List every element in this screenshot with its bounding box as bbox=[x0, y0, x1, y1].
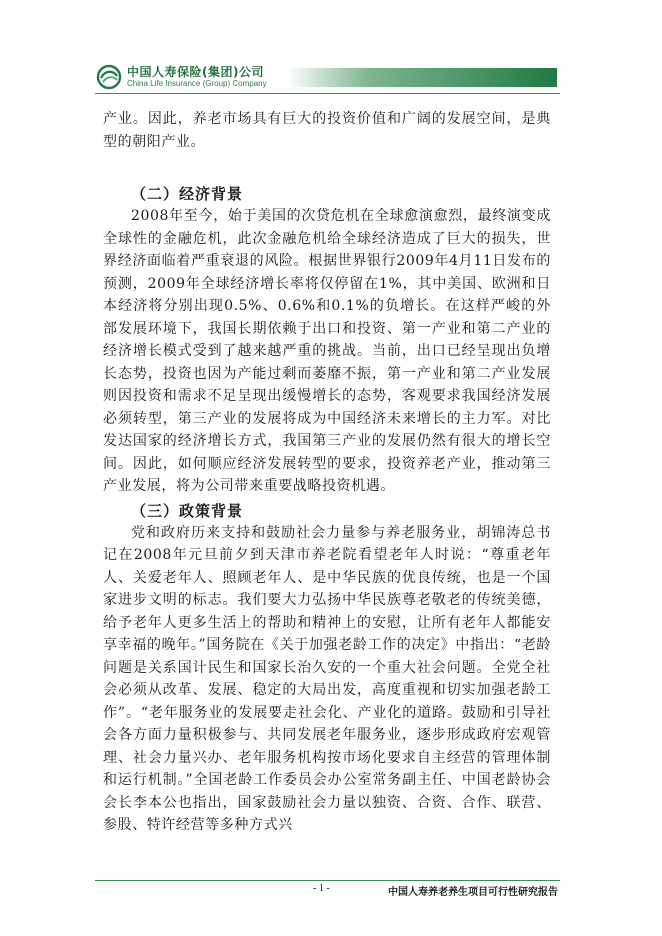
section-heading-economic: （二）经济背景 bbox=[131, 185, 244, 203]
company-logo-text bbox=[127, 65, 307, 89]
document-body bbox=[103, 108, 551, 837]
header-divider bbox=[95, 93, 560, 94]
economic-paragraph: 2008年至今，始于美国的次贷危机在全球愈演愈烈，最终演变成全球性的金融危机，此次金融危机给全球经济造成了巨大的损失，世界经济面临着严重衰退的风险。根据世界银行2009年4月11日发布的预测，2009年全球经济增长率将仅停留在1%，其中美国、欧洲和日本经济将分别出现0.5%、0.6%和0.1%的负增长。在这样严峻的外部发展环境下，我国长期依赖于出口和投资、第一产业和第二产业的经济增长模式受到了越来越严重的挑战。当前，出口已经呈现出负增长态势，投资也因为产能过剩而萎靡不振，第一产业和第二产业发展则因投资和需求不足呈现出缓慢增长的态势，客观要求我国经济发展必须转型，第三产业的发展将成为中国经济未来增长的主力军。对比发达国家的经济增长方式，我国第三产业的发展仍然有很大的增长空间。因此，如何顺应经济发展转型的要求，投资养老产业，推动第三产业发展，将为公司带来重要战略投资机遇。 bbox=[103, 208, 551, 494]
intro-paragraph: 产业。因此，养老市场具有巨大的投资价值和广阔的发展空间，是典型的朝阳产业。 bbox=[103, 111, 551, 150]
page-footer bbox=[95, 883, 560, 899]
policy-paragraph: 党和政府历来支持和鼓励社会力量参与养老服务业，胡锦涛总书记在2008年元旦前夕到天津市养老院看望老年人时说：“尊重老年人、关爱老年人、照顾老年人、是中华民族的优良传统，也是一个国家进步文明的标志。我们要大力弘扬中华民族尊老敬老的传统美德，给予老年人更多生活上的帮助和精神上的安慰，让所有老年人都能安享幸福的晚年。”国务院在《关于加强老龄工作的决定》中指出：“老龄问题是关系国计民生和国家长治久安的一个重大社会问题。全党全社会必须从改革、发展、稳定的大局出发，高度重视和切实加强老龄工作”。“老年服务业的发展要走社会化、产业化的道路。鼓励和引导社会各方面力量积极参与、共同发展老年服务业，逐步形成政府宏观管理、社会力量兴办、老年服务机构按市场化要求自主经营的管理体制和运行机制。”全国老龄工作委员会办公室常务副主任、中国老龄协会会长李本公也指出，国家鼓励社会力量以独资、合资、合作、联营、参股、特许经营等多种方式兴 bbox=[103, 524, 551, 833]
section-heading-policy: （三）政策背景 bbox=[131, 501, 244, 520]
footer-divider bbox=[95, 880, 560, 881]
report-title: 中国人寿养老养生项目可行性研究报告 bbox=[388, 887, 558, 898]
page-header bbox=[95, 62, 560, 92]
company-name-cn: 中国人寿保险(集团)公司 bbox=[127, 65, 264, 79]
china-life-logo-icon bbox=[95, 64, 123, 90]
header-color-band bbox=[287, 68, 557, 87]
company-name-en: China Life Insurance (Group) Company bbox=[127, 79, 267, 88]
page-number: - 1 - bbox=[313, 883, 330, 894]
